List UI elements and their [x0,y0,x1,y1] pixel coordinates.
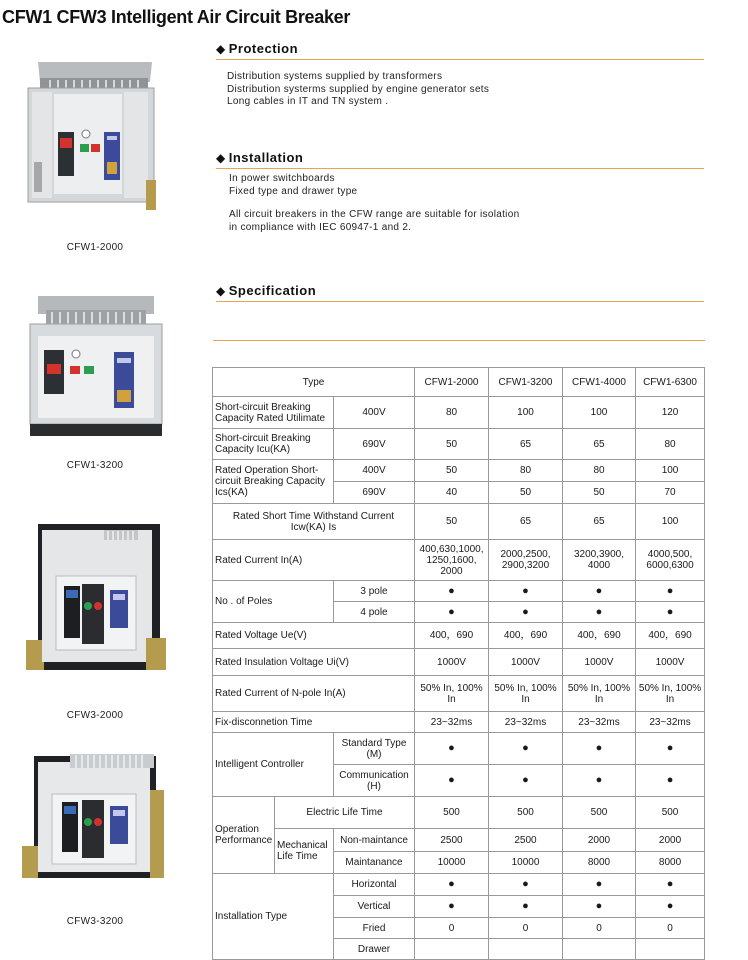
table-cell: 23~32ms [489,712,563,733]
table-cell: ● [415,765,489,797]
specification-heading-text: Specification [228,283,317,298]
table-cell: ● [563,765,636,797]
row-label: Rated Short Time Withstand Current Icw(KA) Is [213,504,415,540]
table-row [213,676,705,712]
table-cell: ● [636,765,705,797]
diamond-bullet-icon: ◆ [216,284,226,298]
protection-line: Distribution systems supplied by transformers [227,71,443,82]
table-row [213,712,705,733]
specification-table [212,340,705,960]
table-cell: ● [415,896,489,918]
product-caption: CFW1-3200 [66,460,124,471]
row-label: Operation Performance [213,797,275,874]
row-label: No . of Poles [213,581,334,623]
table-cell: 3200,3900, 4000 [563,540,636,581]
table-cell: 23~32ms [563,712,636,733]
row-condition: Drawer [334,939,415,960]
table-cell [563,939,636,960]
table-cell: 0 [563,918,636,939]
page-title: CFW1 CFW3 Intelligent Air Circuit Breaker [2,7,351,27]
row-condition: Maintanance [334,852,415,874]
table-cell: 100 [489,397,563,429]
table-cell: 2000 [563,829,636,852]
row-condition: Horizontal [334,874,415,896]
row-condition: Vertical [334,896,415,918]
diamond-bullet-icon: ◆ [216,42,226,56]
table-cell: ● [489,733,563,765]
model-header: CFW1-4000 [563,368,636,397]
table-cell: 10000 [489,852,563,874]
table-cell: 50 [489,482,563,504]
table-cell: 400，690 [636,623,705,649]
row-label: Short-circuit Breaking Capacity Icu(KA) [213,429,334,460]
table-cell: ● [636,602,705,623]
product-caption: CFW3-2000 [66,710,124,721]
table-row [213,649,705,676]
table-cell: 1000V [563,649,636,676]
table-row [213,874,705,896]
installation-line: In power switchboards [229,173,335,184]
table-cell: 100 [636,504,705,540]
row-label: Intelligent Controller [213,733,334,797]
table-cell: ● [489,874,563,896]
table-cell: 0 [489,918,563,939]
table-cell: 500 [636,797,705,829]
table-cell: 500 [563,797,636,829]
table-cell: 50% In, 100% In [415,676,489,712]
table-row [213,733,705,765]
table-cell: 0 [636,918,705,939]
installation-line: Fixed type and drawer type [229,185,358,197]
product-cfw3-3200 [20,750,170,930]
table-cell: ● [415,602,489,623]
row-condition: 400V [334,460,415,482]
table-cell: 400，690 [563,623,636,649]
row-condition: 400V [334,397,415,429]
table-cell: 8000 [563,852,636,874]
specification-heading [216,283,704,302]
protection-line: Long cables in IT and TN system . [227,96,389,107]
table-cell: 40 [415,482,489,504]
table-cell: 80 [489,460,563,482]
table-cell: ● [415,874,489,896]
model-header: CFW1-3200 [489,368,563,397]
table-cell: 1000V [489,649,563,676]
installation-heading [216,150,704,169]
row-label: Rated Current of N-pole In(A) [213,676,415,712]
protection-heading-text: Protection [228,41,299,56]
table-cell: ● [563,581,636,602]
table-cell: 2500 [415,829,489,852]
table-header-row [213,368,705,397]
breaker-cfw3-3200-image [20,750,170,885]
table-cell: 23~32ms [636,712,705,733]
table-cell: 50 [563,482,636,504]
table-cell: ● [636,874,705,896]
table-cell: 50% In, 100% In [563,676,636,712]
installation-heading-text: Installation [228,150,304,165]
table-cell: ● [636,733,705,765]
table-row [213,429,705,460]
table-cell: 500 [415,797,489,829]
table-cell: ● [636,581,705,602]
table-cell: 65 [489,504,563,540]
breaker-cfw3-2000-image [20,520,170,680]
table-cell: ● [563,896,636,918]
row-condition: Electric Life Time [275,797,415,829]
table-cell: ● [489,896,563,918]
row-label: Installation Type [213,874,334,960]
table-cell: 50 [415,429,489,460]
row-condition: Fried [334,918,415,939]
protection-line: Distribution systerms supplied by engine generator sets [227,83,490,95]
table-cell: 1000V [415,649,489,676]
row-label: Rated Insulation Voltage Ui(V) [213,649,415,676]
table-cell [489,939,563,960]
table-cell: 400，690 [489,623,563,649]
row-label: Fix-disconnetion Time [213,712,415,733]
product-caption: CFW3-3200 [66,916,124,927]
row-condition: Standard Type (M) [334,733,415,765]
row-condition: 690V [334,429,415,460]
table-cell: 65 [489,429,563,460]
row-label: Short-circuit Breaking Capacity Rated Utilimate [213,397,334,429]
row-condition: 4 pole [334,602,415,623]
table-cell: 1000V [636,649,705,676]
type-header: Type [213,368,415,397]
table-top-spacer [213,341,705,368]
protection-text [227,71,489,109]
table-cell: 50 [415,504,489,540]
table-cell: 2500 [489,829,563,852]
isolation-note-line: in compliance with IEC 60947-1 and 2. [229,221,412,233]
table-cell: ● [636,896,705,918]
table-cell: 10000 [415,852,489,874]
row-label: Rated Voltage Ue(V) [213,623,415,649]
product-cfw1-2000 [20,52,170,262]
diamond-bullet-icon: ◆ [216,151,226,165]
table-row [213,829,705,852]
table-cell: 400，690 [415,623,489,649]
table-cell: ● [563,874,636,896]
installation-text [229,173,357,198]
table-cell [636,939,705,960]
row-label: Rated Operation Short-circuit Breaking Capacity Ics(KA) [213,460,334,504]
table-cell: 80 [415,397,489,429]
table-cell: ● [489,602,563,623]
table-row [213,504,705,540]
row-condition: Communication (H) [334,765,415,797]
table-cell: 8000 [636,852,705,874]
table-cell: ● [415,581,489,602]
table-cell: 100 [563,397,636,429]
table-cell: 0 [415,918,489,939]
row-condition: 690V [334,482,415,504]
product-caption: CFW1-2000 [66,242,124,253]
table-spacer-cell [213,341,705,368]
table-cell: 2000 [636,829,705,852]
table-cell: 65 [563,504,636,540]
isolation-note [229,209,519,234]
table-cell: 500 [489,797,563,829]
model-header: CFW1-2000 [415,368,489,397]
table-cell: ● [489,581,563,602]
table-cell: 50 [415,460,489,482]
table-row [213,397,705,429]
table-cell: 80 [636,429,705,460]
table-cell: 100 [636,460,705,482]
table-cell: ● [489,765,563,797]
isolation-note-line: All circuit breakers in the CFW range are suitable for isolation [229,209,520,220]
table-cell: 65 [563,429,636,460]
table-row [213,460,705,482]
table-cell: 2000,2500, 2900,3200 [489,540,563,581]
table-cell: 80 [563,460,636,482]
product-cfw3-2000 [20,520,170,730]
row-label: Mechanical Life Time [275,829,334,874]
protection-heading [216,41,704,60]
table-cell: 50% In, 100% In [636,676,705,712]
breaker-cfw1-3200-image [20,290,170,440]
table-cell: 70 [636,482,705,504]
table-row [213,540,705,581]
table-row [213,623,705,649]
model-header: CFW1-6300 [636,368,705,397]
table-cell: 50% In, 100% In [489,676,563,712]
table-row [213,581,705,602]
table-cell [415,939,489,960]
table-cell: 4000,500, 6000,6300 [636,540,705,581]
table-row [213,797,705,829]
table-cell: 120 [636,397,705,429]
table-cell: ● [415,733,489,765]
row-condition: 3 pole [334,581,415,602]
product-cfw1-3200 [20,290,170,475]
table-cell: 400,630,1000, 1250,1600, 2000 [415,540,489,581]
table-cell: ● [563,733,636,765]
table-cell: ● [563,602,636,623]
breaker-cfw1-2000-image [20,52,170,212]
table-cell: 23~32ms [415,712,489,733]
row-label: Rated Current In(A) [213,540,415,581]
row-condition: Non-maintance [334,829,415,852]
